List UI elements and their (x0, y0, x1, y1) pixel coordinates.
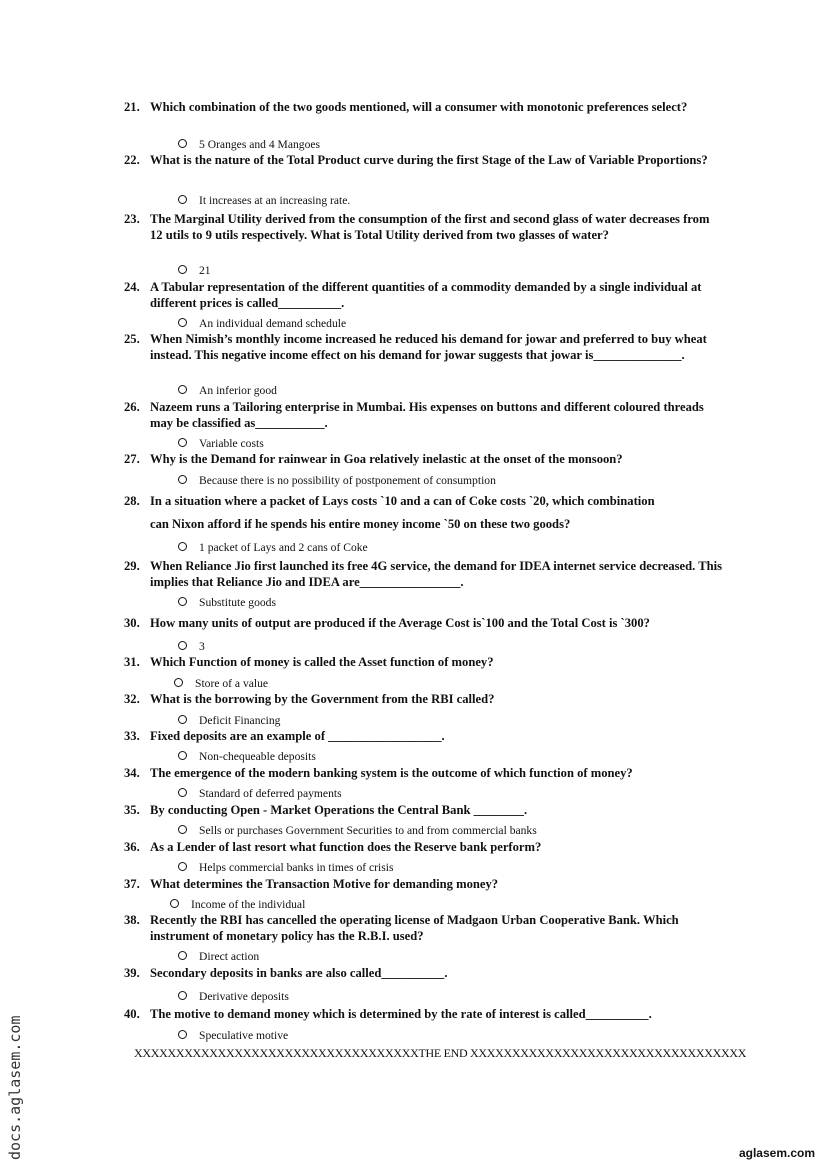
question-text: By conducting Open - Market Operations the Central Bank ________. (150, 803, 528, 817)
question-text: Nazeem runs a Tailoring enterprise in Mumbai. His expenses on buttons and different coloured threads may be classified as___________. (150, 400, 704, 430)
answer-text: Variable costs (199, 437, 264, 450)
question-text: What determines the Transaction Motive for demanding money? (150, 877, 499, 891)
question-text: Which Function of money is called the Asset function of money? (150, 655, 494, 669)
question-text: The emergence of the modern banking system is the outcome of which function of money? (150, 766, 633, 780)
question-text: Why is the Demand for rainwear in Goa relatively inelastic at the onset of the monsoon? (150, 452, 623, 466)
question-number: 23. (124, 212, 140, 226)
answer-text: 3 (199, 640, 205, 653)
the-end-line: XXXXXXXXXXXXXXXXXXXXXXXXXXXXXXXXXXTHE END XXXXXXXXXXXXXXXXXXXXXXXXXXXXXXXXX (134, 1046, 747, 1060)
question-text: In a situation where a packet of Lays costs `10 and a can of Coke costs `20, which combination (150, 494, 655, 508)
bullet-circle-icon (178, 438, 187, 447)
answer-text: Sells or purchases Government Securities to and from commercial banks (199, 824, 537, 837)
bullet-circle-icon (178, 862, 187, 871)
answer-text: Substitute goods (199, 596, 276, 609)
answer-text: Helps commercial banks in times of crisis (199, 861, 394, 874)
bullet-circle-icon (178, 265, 187, 274)
answer-33 (178, 750, 316, 764)
question-text: Fixed deposits are an example of __________________. (150, 729, 445, 743)
answer-21 (178, 138, 320, 152)
answer-35 (178, 824, 537, 838)
question-text: The Marginal Utility derived from the consumption of the first and second glass of water decreases from 12 utils to 9 utils respectively. What is Total Utility derived from two glasses of water? (150, 212, 710, 242)
question-text: How many units of output are produced if the Average Cost is`100 and the Total Cost is `300? (150, 616, 650, 630)
answer-23 (178, 264, 211, 278)
answer-22 (178, 194, 350, 208)
answer-text: 1 packet of Lays and 2 cans of Coke (199, 541, 368, 554)
question-number: 31. (124, 655, 140, 669)
question-number: 35. (124, 803, 140, 817)
bullet-circle-icon (178, 991, 187, 1000)
question-text-continued: can Nixon afford if he spends his entire money income `50 on these two goods? (150, 517, 571, 531)
question-number: 38. (124, 913, 140, 927)
bullet-circle-icon (178, 951, 187, 960)
question-number: 39. (124, 966, 140, 980)
question-number: 32. (124, 692, 140, 706)
answer-25 (178, 384, 277, 398)
answer-34 (178, 787, 342, 801)
question-text: Secondary deposits in banks are also called__________. (150, 966, 448, 980)
bullet-circle-icon (178, 641, 187, 650)
question-text: When Reliance Jio first launched its free 4G service, the demand for IDEA internet service decreased. This implies that Reliance Jio and IDEA are________________. (150, 559, 723, 589)
answer-text: 5 Oranges and 4 Mangoes (199, 138, 321, 151)
bullet-circle-icon (174, 678, 183, 687)
answer-37 (170, 898, 305, 912)
bullet-circle-icon (170, 899, 179, 908)
answer-26 (178, 437, 264, 451)
question-text: When Nimish’s monthly income increased he reduced his demand for jowar and preferred to buy wheat instead. This negative income effect on his demand for jowar suggests that jowar is______________. (150, 332, 707, 362)
bullet-circle-icon (178, 385, 187, 394)
answer-text: Speculative motive (199, 1029, 289, 1042)
answer-29 (178, 596, 276, 610)
question-number: 40. (124, 1007, 140, 1021)
answer-40 (178, 1029, 288, 1043)
question-number: 34. (124, 766, 140, 780)
answer-text: Direct action (199, 950, 260, 963)
bullet-circle-icon (178, 825, 187, 834)
bullet-circle-icon (178, 475, 187, 484)
question-text: Which combination of the two goods mentioned, will a consumer with monotonic preferences select? (150, 100, 688, 114)
question-text: The motive to demand money which is determined by the rate of interest is called__________. (150, 1007, 652, 1021)
bullet-circle-icon (178, 318, 187, 327)
side-watermark: docs.aglasem.com (6, 1015, 24, 1160)
answer-text: Standard of deferred payments (199, 787, 342, 800)
question-number: 29. (124, 559, 140, 573)
answer-31 (174, 677, 268, 691)
answer-text: Deficit Financing (199, 714, 281, 727)
question-number: 33. (124, 729, 140, 743)
answer-30 (178, 640, 205, 654)
answer-24 (178, 317, 346, 331)
bullet-circle-icon (178, 597, 187, 606)
bullet-circle-icon (178, 788, 187, 797)
answer-28 (178, 541, 368, 555)
bullet-circle-icon (178, 751, 187, 760)
corner-watermark: aglasem.com (738, 1146, 815, 1160)
bullet-circle-icon (178, 542, 187, 551)
bullet-circle-icon (178, 139, 187, 148)
question-text: Recently the RBI has cancelled the operating license of Madgaon Urban Cooperative Bank. Which instrument of monetary policy has the R.B.I. used? (150, 913, 679, 943)
answer-38 (178, 950, 259, 964)
question-number: 24. (124, 280, 140, 294)
answer-text: Because there is no possibility of postponement of consumption (199, 474, 496, 487)
question-number: 36. (124, 840, 140, 854)
bullet-circle-icon (178, 195, 187, 204)
answer-text: Store of a value (195, 677, 269, 690)
answer-32 (178, 714, 280, 728)
answer-36 (178, 861, 393, 875)
question-text: A Tabular representation of the different quantities of a commodity demanded by a single individual at different prices is called__________. (150, 280, 702, 310)
question-text: What is the nature of the Total Product curve during the first Stage of the Law of Variable Proportions? (150, 153, 708, 167)
question-number: 28. (124, 494, 140, 508)
answer-text: 21 (199, 264, 211, 277)
answer-text: Derivative deposits (199, 990, 289, 1003)
bullet-circle-icon (178, 715, 187, 724)
question-number: 26. (124, 400, 140, 414)
answer-39 (178, 990, 289, 1004)
answer-text: An individual demand schedule (199, 317, 347, 330)
answer-27 (178, 474, 496, 488)
question-number: 30. (124, 616, 140, 630)
bullet-circle-icon (178, 1030, 187, 1039)
question-number: 27. (124, 452, 140, 466)
question-number: 25. (124, 332, 140, 346)
question-number: 37. (124, 877, 140, 891)
question-text: What is the borrowing by the Government from the RBI called? (150, 692, 495, 706)
answer-text: Non-chequeable deposits (199, 750, 316, 763)
answer-text: It increases at an increasing rate. (199, 194, 351, 207)
question-number: 21. (124, 100, 140, 114)
answer-text: An inferior good (199, 384, 277, 397)
answer-text: Income of the individual (191, 898, 306, 911)
question-text: As a Lender of last resort what function does the Reserve bank perform? (150, 840, 542, 854)
question-number: 22. (124, 153, 140, 167)
